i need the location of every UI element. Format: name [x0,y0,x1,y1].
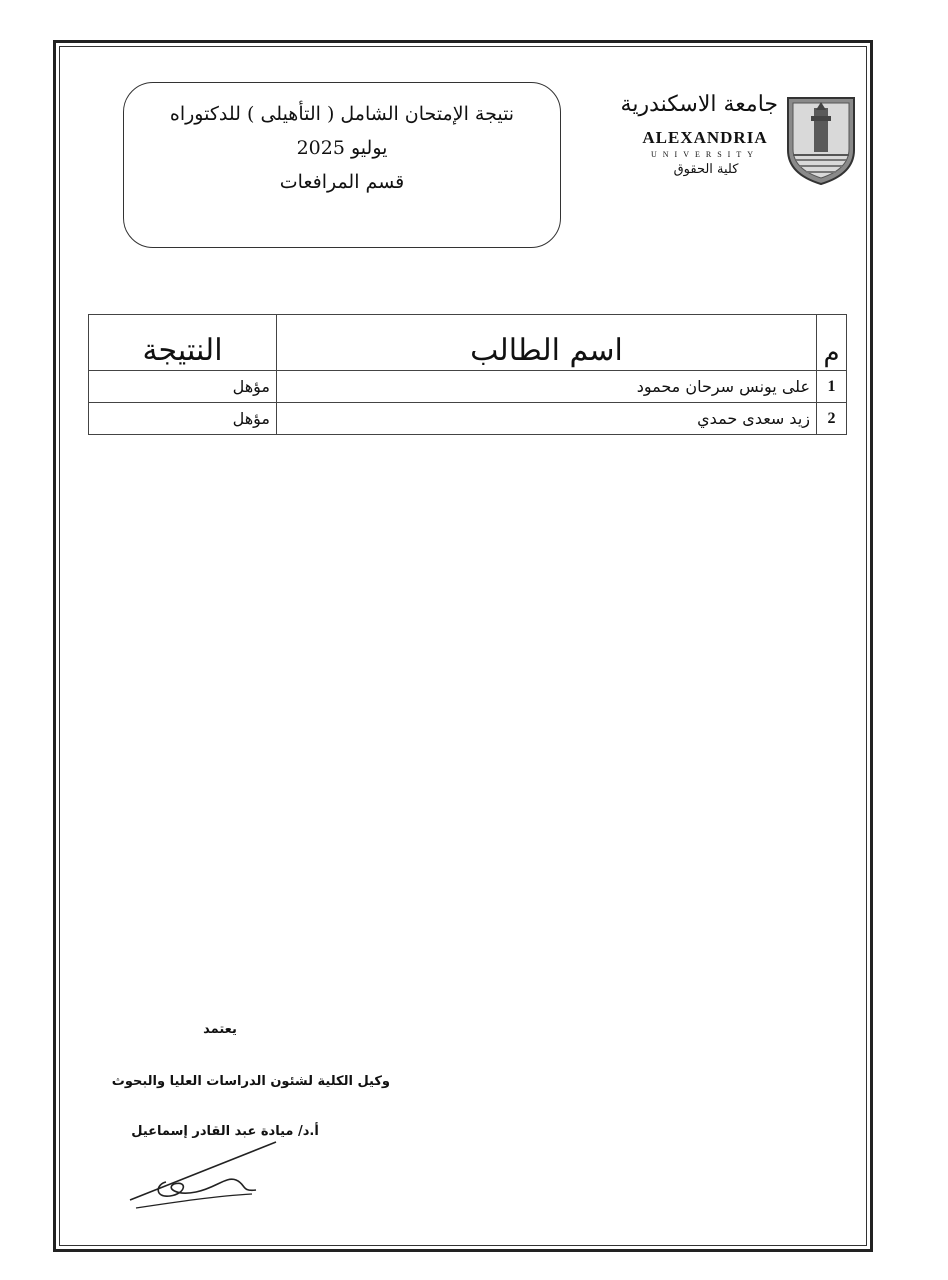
row-number: 2 [817,403,847,435]
title-line-department: قسم المرافعات [279,171,405,193]
table-header-row [89,315,847,371]
deputy-title: وكيل الكلية لشئون الدراسات العليا والبحوث [111,1074,390,1089]
row-student-name: على يونس سرحان محمود [277,371,817,403]
table-row [89,371,847,403]
row-result: مؤهل [89,403,277,435]
handwritten-signature-icon [126,1136,326,1216]
logo-faculty-name: كلية الحقوق [673,162,739,177]
approval-section [80,1018,400,1218]
signer-name: أ.د/ ميادة عبد القادر إسماعيل [131,1124,319,1139]
row-result: مؤهل [89,371,277,403]
university-crest-icon [784,94,858,186]
results-table [88,314,847,435]
row-number: 1 [817,371,847,403]
header-number: م [817,315,847,371]
header-student-name: اسم الطالب [277,315,817,371]
title-line-date: يوليو 2025 [296,137,388,159]
university-logo [620,92,860,192]
header-result: النتيجة [89,315,277,371]
approve-label: يعتمد [203,1022,237,1037]
logo-english-name: ALEXANDRIA [642,128,768,147]
document-title-box [123,82,561,248]
logo-arabic-name: جامعة الاسكندرية [620,92,778,117]
logo-english-sub: UNIVERSITY [651,150,759,159]
row-student-name: زيد سعدى حمدي [277,403,817,435]
table-row [89,403,847,435]
title-line-exam: نتيجة الإمتحان الشامل ( التأهيلى ) للدكتوراه [169,103,515,125]
